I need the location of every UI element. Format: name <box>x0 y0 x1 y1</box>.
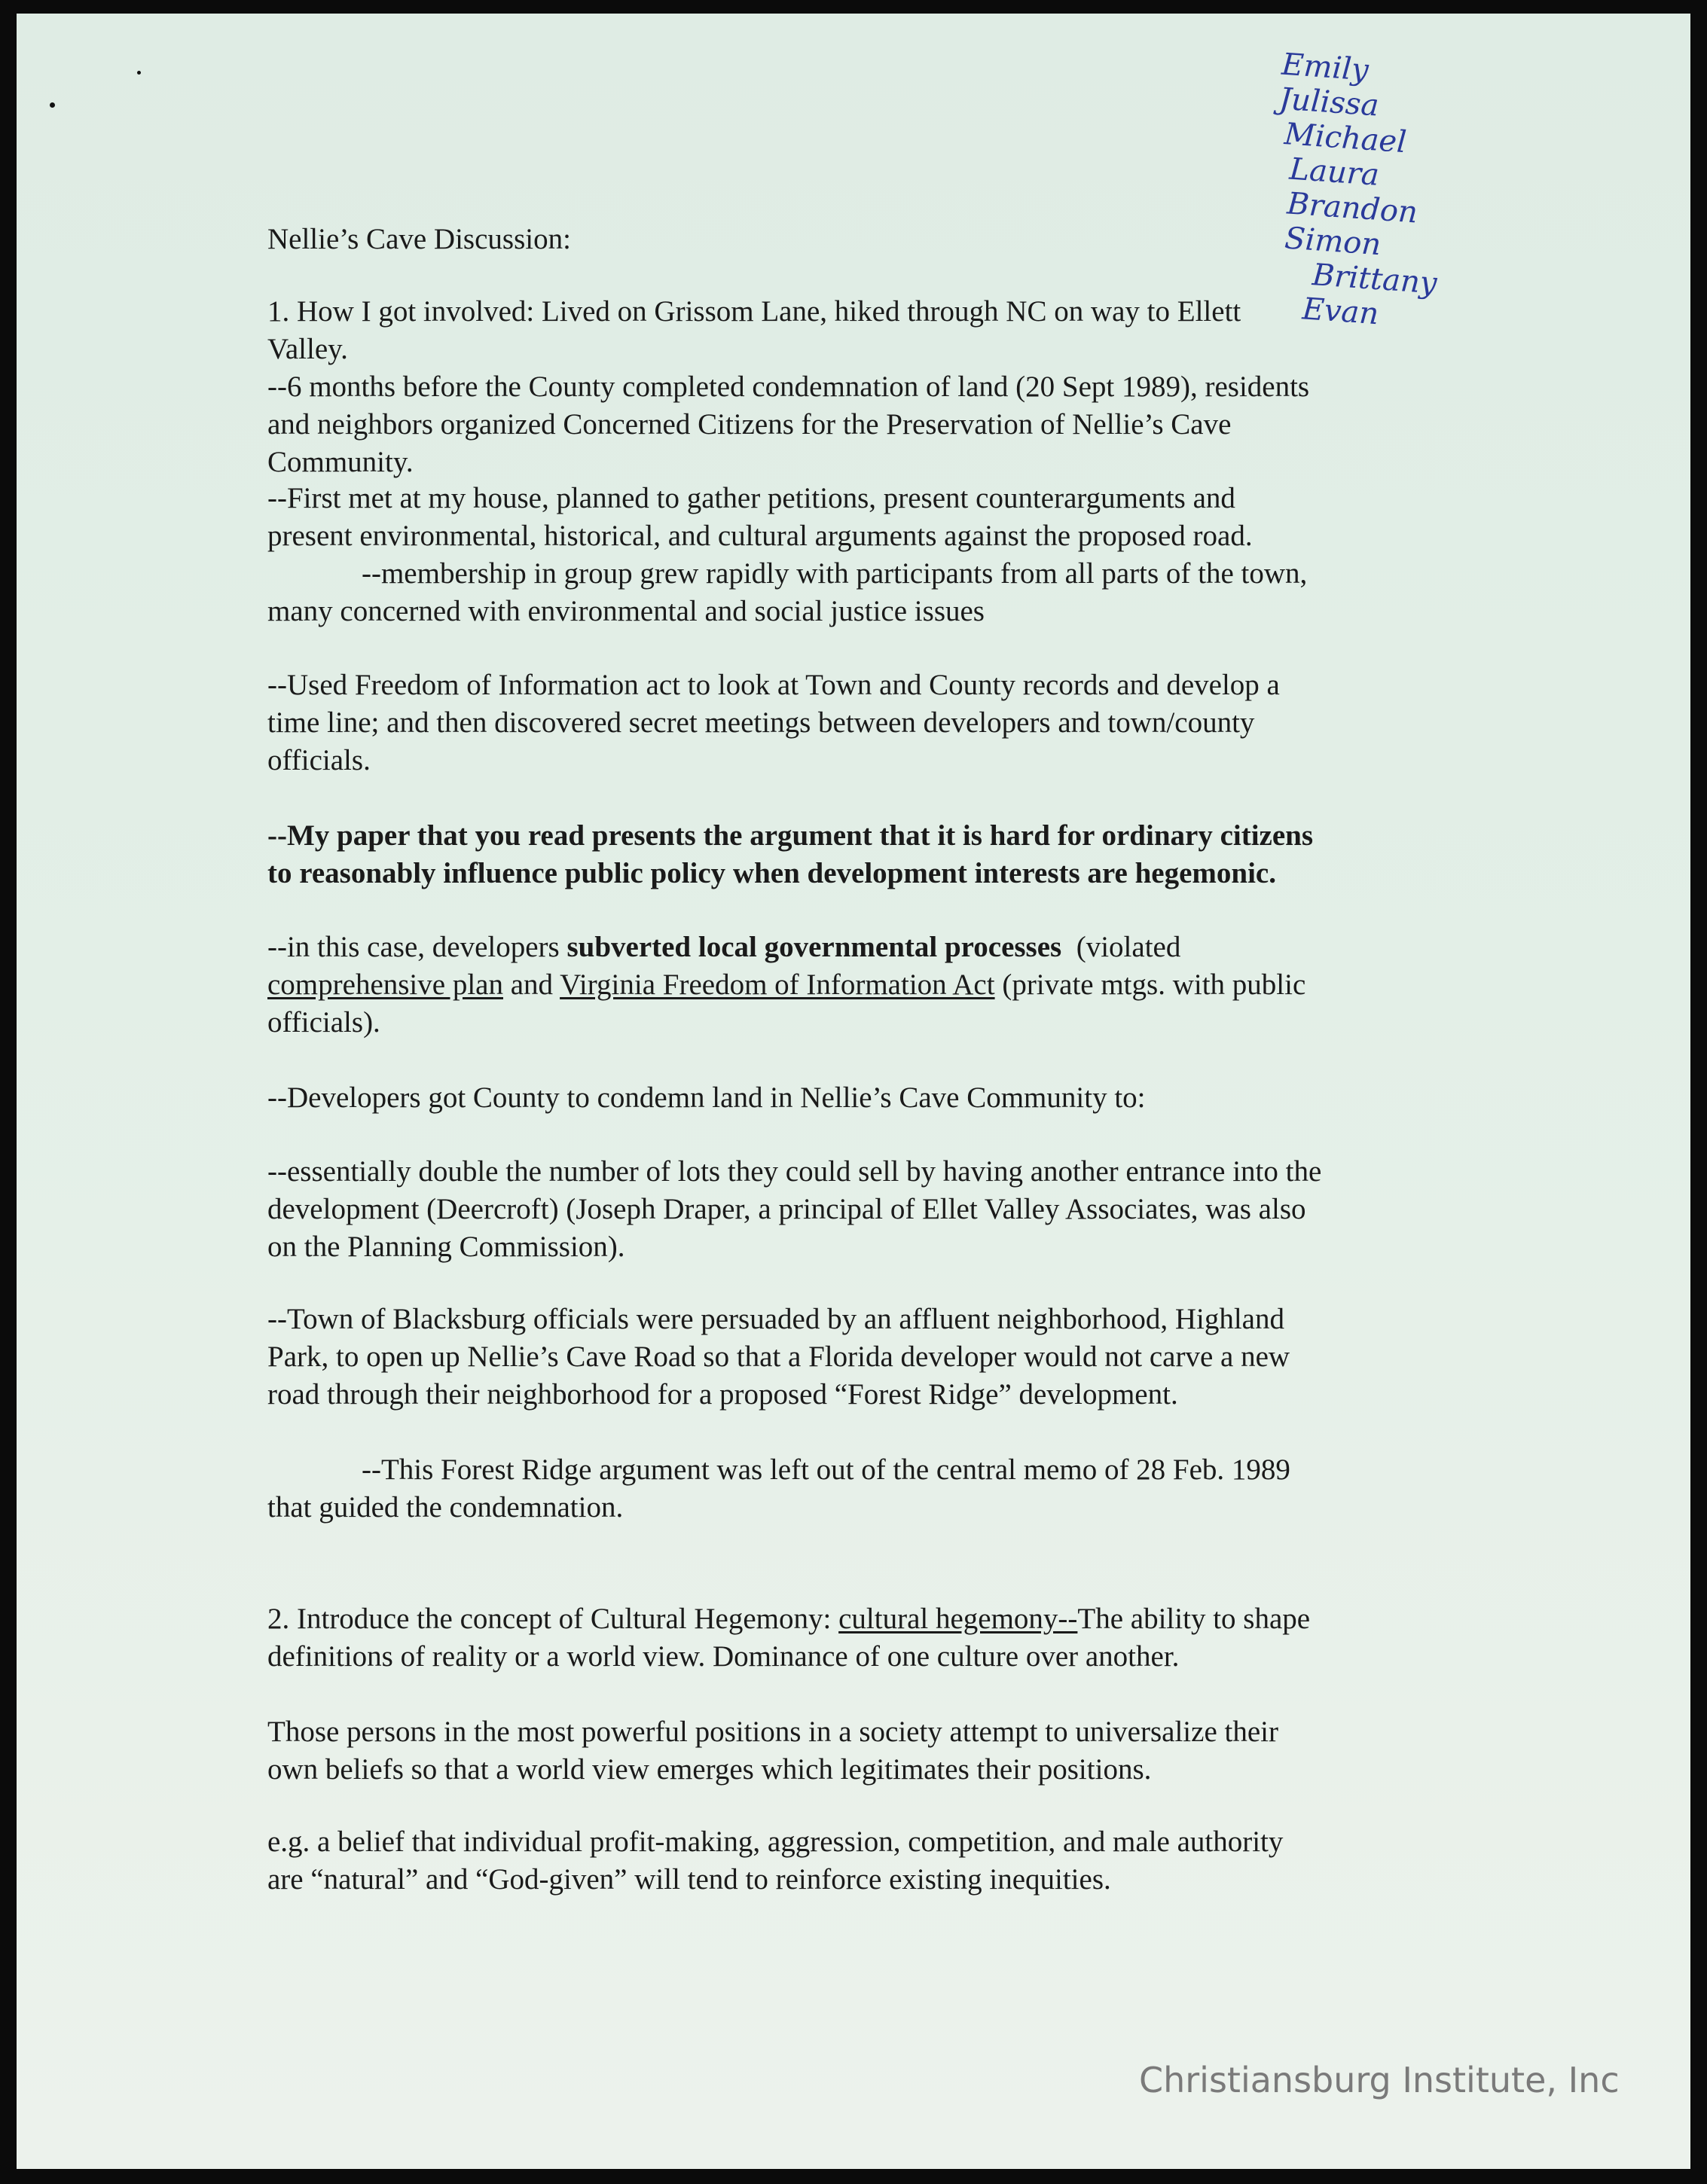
underlined-text: comprehensive plan <box>267 968 503 1001</box>
text-line: officials). <box>267 1006 380 1039</box>
text-line: Those persons in the most powerful positions in a society attempt to universalize their <box>267 1716 1278 1748</box>
watermark: Christiansburg Institute, Inc <box>1139 2060 1620 2100</box>
handwritten-name: Laura <box>1288 151 1381 193</box>
text-line: Valley. <box>267 333 348 365</box>
paragraph-condemnation <box>267 368 1458 481</box>
text-line: --Used Freedom of Information act to look at Town and County records and develop a <box>267 669 1280 701</box>
text-line: present environmental, historical, and cultural arguments against the proposed road. <box>267 520 1253 552</box>
text-line: e.g. a belief that individual profit-making, aggression, competition, and male authority <box>267 1826 1284 1858</box>
text-line: on the Planning Commission). <box>267 1231 625 1263</box>
paragraph-example <box>267 1823 1458 1899</box>
paragraph-involvement <box>267 293 1458 368</box>
handwritten-name: Simon <box>1283 221 1382 263</box>
text-line: --First met at my house, planned to gather petitions, present counterarguments and <box>267 482 1235 514</box>
speck <box>137 71 141 75</box>
text-span: (violated <box>1061 931 1181 963</box>
text-line: development (Deercroft) (Joseph Draper, a principal of Ellet Valley Associates, was also <box>267 1193 1306 1225</box>
text-line: --Town of Blacksburg officials were persuaded by an affluent neighborhood, Highland <box>267 1303 1284 1335</box>
text-line: Community. <box>267 446 414 478</box>
handwritten-name: Emily <box>1280 47 1370 88</box>
speck <box>50 102 55 108</box>
paragraph-double-lots <box>267 1153 1458 1266</box>
paragraph-blacksburg <box>267 1301 1458 1414</box>
paragraph-thesis <box>267 817 1458 892</box>
text-line: definitions of reality or a world view. Dominance of one culture over another. <box>267 1640 1180 1673</box>
text-line: that guided the condemnation. <box>267 1491 624 1524</box>
text-span: and <box>502 968 560 1001</box>
text-line: many concerned with environmental and social justice issues <box>267 595 985 627</box>
paragraph-forest-ridge <box>267 1451 1458 1527</box>
text-line: --My paper that you read presents the argument that it is hard for ordinary citizens <box>267 819 1314 852</box>
text-line: to reasonably influence public policy when development interests are hegemonic. <box>267 857 1276 889</box>
text-line: own beliefs so that a world view emerges which legitimates their positions. <box>267 1753 1152 1786</box>
paragraph-foia <box>267 666 1458 779</box>
text-line: road through their neighborhood for a proposed “Forest Ridge” development. <box>267 1378 1178 1411</box>
handwritten-name: Michael <box>1283 117 1408 160</box>
bold-text: subverted local governmental processes <box>566 931 1062 963</box>
text-line: --membership in group grew rapidly with participants from all parts of the town, <box>362 557 1308 590</box>
text-line: officials. <box>267 744 371 776</box>
text-line: --essentially double the number of lots they could sell by having another entrance into the <box>267 1155 1322 1188</box>
text-span: --in this case, developers <box>267 931 567 963</box>
paragraph-subverted <box>267 929 1458 1042</box>
text-line: Park, to open up Nellie’s Cave Road so that a Florida developer would not carve a new <box>267 1341 1290 1373</box>
text-line: --This Forest Ridge argument was left out of the central memo of 28 Feb. 1989 <box>362 1453 1290 1486</box>
handwritten-name: Julissa <box>1278 81 1380 124</box>
text-line: are “natural” and “God-given” will tend to reinforce existing inequities. <box>267 1863 1111 1896</box>
text-span: (private mtgs. with public <box>994 968 1306 1001</box>
text-span: The ability to shape <box>1077 1603 1311 1635</box>
paragraph-first-met <box>267 480 1458 555</box>
handwritten-name: Brandon <box>1286 186 1419 230</box>
paragraph-developers <box>267 1079 1458 1117</box>
underlined-text: cultural hegemony-- <box>838 1603 1078 1635</box>
underlined-text: Virginia Freedom of Information Act <box>560 968 995 1001</box>
paragraph-powerful-positions <box>267 1713 1458 1789</box>
text-line: time line; and then discovered secret meetings between developers and town/county <box>267 706 1255 739</box>
paragraph-membership <box>267 555 1458 630</box>
text-line: and neighbors organized Concerned Citizens for the Preservation of Nellie’s Cave <box>267 408 1232 441</box>
text-line: --Developers got County to condemn land in Nellie’s Cave Community to: <box>267 1081 1146 1114</box>
handwritten-name: Brittany <box>1311 258 1438 301</box>
handwritten-names <box>1263 47 1452 336</box>
text-span: 2. Introduce the concept of Cultural Hegemony: <box>267 1603 839 1635</box>
paragraph-cultural-hegemony <box>267 1600 1458 1676</box>
text-line: 1. How I got involved: Lived on Grissom Lane, hiked through NC on way to Ellett <box>267 295 1241 328</box>
handwritten-name: Evan <box>1301 291 1380 332</box>
document-title: Nellie’s Cave Discussion: <box>267 223 571 255</box>
text-line: --6 months before the County completed condemnation of land (20 Sept 1989), residents <box>267 371 1310 403</box>
